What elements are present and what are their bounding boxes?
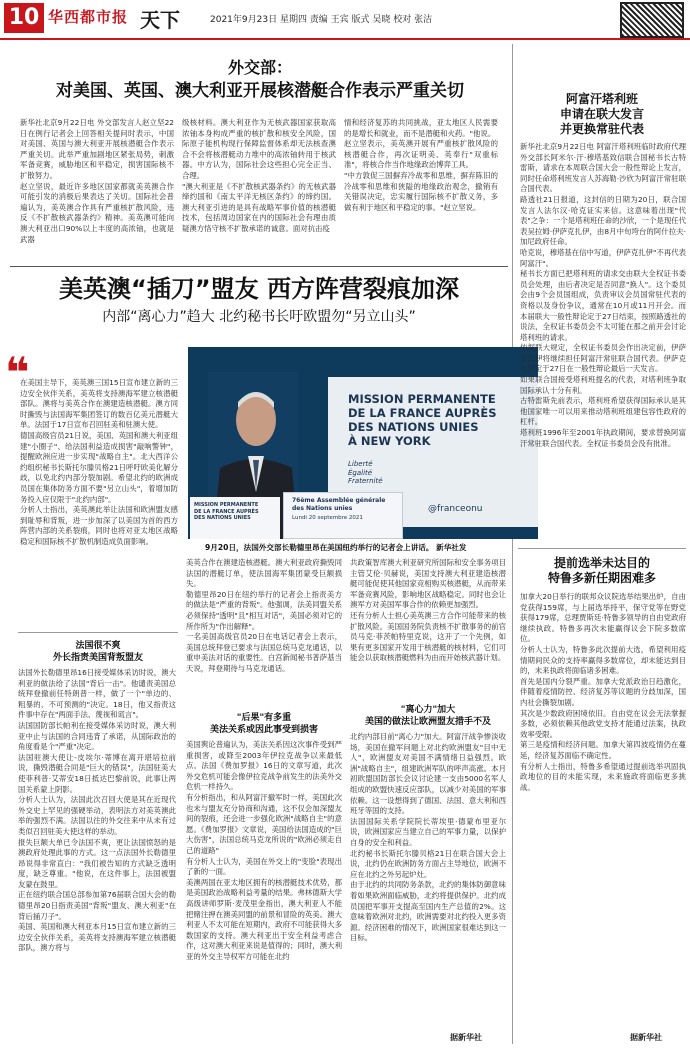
sign-text: MISSION PERMANENTE DE LA FRANCE AUPRÈS DES NATIONS UNIES <box>194 502 259 521</box>
photo-caption: 9月20日，法国外交部长勒德里昂在美国纽约举行的记者会上讲话。 新华社发 <box>205 543 467 552</box>
banner-handle: @franceonu <box>428 504 483 514</box>
main-subheadline: 内部“离心力”趋大 北约秘书长吁欧盟勿“另立山头” <box>102 309 416 325</box>
banner-motto: Liberté Égalité Fraternité <box>348 460 383 485</box>
podium-date: Lundi 20 septembre 2021 <box>292 515 363 521</box>
top-article-col2: 级核材料。澳大利亚作为无核武器国家获取高浓铀本身构成严重的核扩散和核安全风险，国际原子能机构现行保障监督体系却无法核查澳合不会将核潜艇动力堆中的高浓铀转用于核武器。中方认为，国际社会这些担心完全正当、合理。 "澳大利亚是《不扩散核武器条约》的无核武器缔约国和《南太平洋无核区条约》的缔约国。澳大利亚引进的是具有战略军事价值的核潜艇技术，包括周边国家在内的国际社会有理由质疑澳方恪守核不扩散承诺的诚意。面对抗击疫 <box>182 118 336 233</box>
right1-text: 新华社北京9月22日电 阿富汗塔利班临时政府代理外交部长阿米尔·汗·穆塔基致信联合国秘书长古特雷斯，请求在本周联合国大会一般性辩论上发言，同时任命塔利班发言人苏海勒·沙欣为阿富汗常驻联合国代表。 路透社21日报道，这封信的日期为20日，联合国发言人法尔汉·哈克证实来信。这意味着出现"代表"之争：一个是塔利班任命的沙欣，一个是现任代表吴拉姆·伊萨克扎伊，由8月中旬垮台的阿什拉夫·加尼政府任命。 哈克说，穆塔基在信中写道，伊萨克扎伊"不再代表阿富汗"。 秘书长方面已把塔利班的请求交由联大全权证书委员会处理，由后者决定是否同意"换人"。这个委员会由9个会员国组成，负责审议会员国常驻代表的资格以及身份争议，通常在10月或11月开会。而本届联大一般性辩论定于27日结束，按照路透社的说法，全权证书委员会不太可能在那之前开会讨论塔利班的请求。 依据联大规定，全权证书委员会作出决定前，伊萨克扎伊将继续担任阿富汗常驻联合国代表。伊萨克扎伊定于27日在一般性辩论最后一天发言。 如果联合国接受塔利班提名的代表，对塔利班争取国际承认十分有利。 古特雷斯先前表示，塔利班希望获得国际承认是其他国家唯一可以用来推动塔利班组建包容性政府的杠杆。 塔利班1996年至2001年执政期间，要求替换阿富汗常驻联合国代表。全权证书委员会没有批准。 <box>520 142 686 448</box>
page-header <box>0 0 690 38</box>
newspaper-name: 华西都市报 <box>48 8 129 26</box>
top-kicker: 外交部： <box>227 58 292 77</box>
main-subhead-3: "离心力"加大 美国的做法让欧洲盟友措手不及 <box>364 705 491 727</box>
main-col3b-text: 北约内部目前"离心力"加大。阿富汗战争惨淡收场，美国在撤军问题上对北约欧洲盟友"目中无人"，欧洲盟友对美国不满情绪日益强烈。欧洲"战略自主"，组建欧洲军队的呼声高涨。本月初欧盟国防部长会议讨论建一支由5000名军人组成的欧盟快速反应部队，以减少对美国的军事依赖。这一设想得到了德国、法国、意大利和西班牙等国的支持。 法国国际关系学院院长蒂埃里·德蒙布里亚尔说，欧洲国家应当建立自己的军事力量，以保护自身的安全和利益。 北约秘书长斯托尔滕贝格21日在联合国大会上说，北约仍在欧洲防务方面占主导地位，欧洲不应在北约之外另起炉灶。 由于北约的共同防务条款，北约的集体防御意味着如果欧洲面临威胁，北约将提供保护。北约成员国把军事开支提高至国内生产总值的2%。这意味着欧洲对北约，欧洲需要对北约投入更多资源。经济困难的情况下，欧洲国家很难达到这一目标。 <box>350 732 506 943</box>
section-title: 天下 <box>140 8 180 32</box>
top-article-col3: 情和经济复苏的共同挑战，亚太地区人民需要的是增长和就业，而不是潜艇和火药。"他说。 赵立坚表示，美英澳开展有严重核扩散风险的核潜艇合作，再次证明美、英奉行"双重标准"，将核合作当作地缘政治博弈工具。 "中方敦促三国摒弃冷战零和思维，摒弃陈旧的冷战零和思维和狭隘的地缘政治观念，撤销有关错误决定，忠实履行国际核不扩散义务，多做有利于地区和平稳定的事。"赵立坚说。 <box>344 118 498 212</box>
main-col2-text: 美英合作在澳建造核潜艇。澳大利亚政府撕毁同法国的潜艇订单，使法国海军集团蒙受巨额损失。 勒德里昂20日在纽约举行的记者会上指责美方的做法是"严重的背叛"。他强调，法美同盟关系必须保持"透明"且"相互对话"，美国必须对它的所作所为"作出解释"。 一名美国高级官员20日在电话记者会上表示，美国总统拜登已要求与法国总统马克龙通话，以重申美法对话的重要性。白宫新闻秘书普萨基当天说，拜登期待与马克龙通话。 <box>186 558 342 673</box>
main-col1-text: 法国外长勒德里昂16日接受媒体采访时说，澳大利亚的做法给了法国"背后一击"。他谴责美国总统拜登撤前任特朗普一样，做了一个"单边的、粗暴的、不可预测的"决定。18日，他又指责这件事中存在"两面手法、蔑视和谎言"。 法国国防部长帕利在接受媒体采访时说，澳大利亚中止与法国的合同违背了承诺，从国际政治的角度看是个"严重"决定。 法国驻澳大使让-皮埃尔·蒂博在离开堪培拉前说，撕毁潜艇合同是"巨大的错误"，法国驻美大使菲利普·艾蒂安18日抵达巴黎前说，此事让两国关系蒙上阴影。 分析人士认为，法国此次召回大使是其在近现代外交史上罕见的强硬举动，表明法方对美英澳此举的强烈不满。法国以往的外交往来中从未有过类似召回驻美大使这样的举动。 报失巨额大单已令法国不爽，更让法国愤怒的是澳政府处理此事的方式。这一点法国外长勒德里昂说得非常直白："我们被告知的方式缺乏透明度，缺乏尊重。"他说，在这件事上，法国被盟友蒙在鼓里。 正在纽约联合国总部参加第76届联合国大会的勒德里昂20日指责美国"背叛"盟友、澳大利亚"在背后捅刀子"。 美国、英国和澳大利亚本月15日宣布建立新的三边安全伙伴关系，美英将支持澳海军建立核潜艇部队，澳方将与 <box>18 668 176 953</box>
source-credit: 据新华社 <box>450 1033 482 1042</box>
divider <box>518 548 686 549</box>
main-subhead-2: "后果"有多重 美法关系或因此事受到损害 <box>209 713 318 735</box>
right2-text: 加拿大20日举行的联邦众议院选举结果出炉，自由党获得159席，与上届选举持平，保守党等在野党获得179席，总理贾斯廷·特鲁多领导的自由党政府继续执政。特鲁多再次未能赢得议会下院多数席位。 分析人士认为，特鲁多此次提前大选，希望利用疫情期间民众的支持率赢得多数席位，却未能达到目的，未来执政将面临诸多困难。 首先是国内分裂严重。加拿大党派政治日趋激化，伴随着疫情防控、经济复苏等议题的分歧加深，国内社会撕裂加剧。 其次是少数政府困境依旧。自由党在议会无法掌握多数，必须依赖其他政党支持才能通过法案，执政效率受限。 第三是疫情和经济问题。加拿大第四波疫情仍在蔓延，经济复苏面临不确定性。 有分析人士指出，特鲁多希望通过提前选举巩固执政地位的目的未能实现，未来施政将面临更多挑战。 <box>520 592 686 792</box>
main-subhead-1: 法国很不爽 外长指责美国背叛盟友 <box>52 641 143 663</box>
main-col3-text: 共政策智库澳大利亚研究所国际和安全事务项目主管艾伦·贝赫说，美国支持澳大利亚建造核潜艇可能促使其他国家竞相购买核潜艇，从而带来军备竞赛风险，影响地区战略稳定。同时也会让澳军方对美国军事合作的依赖更加强烈。 还有分析人士担心美英澳三方合作可能带来的核扩散风险。美国国务院负责核不扩散事务的前官员马克·菲茨帕特里克说，这开了一个先例，如果有更多国家开发用于核潜艇的核材料，它们可能会以获取核潜艇燃料为由而开始核武器计划。 <box>350 558 506 663</box>
page-number: 10 <box>4 3 44 33</box>
right1-headline: 阿富汗塔利班 申请在联大发言 并更换常驻代表 <box>559 92 644 136</box>
top-article-col1: 新华社北京9月22日电 外交部发言人赵立坚22日在例行记者会上回答相关提问时表示，中国对美国、英国与澳大利亚开展核潜艇合作表示严重关切。此举严重加剧地区紧张局势，刺激军备竞赛，威胁地区和平稳定，损害国际核不扩散努力。 赵立坚说，最近许多地区国家都就美英澳合作可能引发的消极后果表达了关切。国际社会普遍认为，美英澳合作具有严重核扩散风险，违反《不扩散核武器条约》精神。美英澳可能向澳大利亚出口90%以上丰度的高浓铀，也就是武器 <box>20 118 174 244</box>
issue-meta: 2021年9月23日 星期四 责编 王宾 版式 吴晓 校对 张洁 <box>210 15 433 25</box>
main-lead: 在美国主导下，美英澳三国15日宣布建立新的三边安全伙伴关系，美英将支持澳海军建立核潜艇部队。澳将与美英合作在澳建造核潜艇。澳方同时撕毁与法国海军集团签订的数百亿美元潜艇大单。法国于17日宣布召回驻美和驻澳大使。 德国高级官员21日说，美国、英国和澳大利亚组建"小圈子"、给法国利益造成损害"敲响警钟"，提醒欧洲应进一步实现"战略自主"。北大西洋公约组织秘书长斯托尔滕贝格21日呼吁欧美化解分歧，以免北约内部分裂加剧。希望北约的欧洲成员国在集体防务方面不要"另立山头"，着增加防务投入应仅限于"北约内部"。 分析人士指出，美英澳此举让法国和欧洲盟友感到耻辱和背叛，进一步加深了以美国为首的西方阵营内部的关系裂痕，同时也将对亚太地区战略稳定和国际核不扩散机制造成负面影响。 <box>20 378 178 546</box>
divider <box>10 266 508 267</box>
header-rule <box>0 38 690 40</box>
main-col2b-text: 美国舆论普遍认为，美法关系因这次事件受到严重损害，或降至2003年伊拉克战争以来最低点。法国《费加罗报》16日的文章写道，此次外交危机可能会像伊拉克战争前发生的法美外交危机一样持久。 有分析指出，和从阿富汗撤军时一样，美国此次也未与盟友充分协商和沟通，这不仅会加深盟友间的裂痕，还会进一步强化欧洲"战略自主"的意愿。《费加罗报》文章说，美国给法国造成的"巨大伤害"，法国总统马克龙所说的"欧洲必须走自己的道路" 有分析人士认为，美国在外交上的"变脸"表现出了新的一面。 美澳两国在亚太地区拥有的核潜艇技术优势，都是美国政治战略利益考量的结果。弗林德斯大学高级讲师罗斯·麦茂里金指出，澳大利亚人不能把赌注押在澳美同盟的前景和冒险的英美。澳大利亚人不太可能在短期内，政府不可能获得大多数国家的支持。澳大利亚出于安全利益考虑合作，这对澳大利亚来说是值得的；同时，澳大利亚的外交主导权军方可能在北约 <box>186 740 342 961</box>
qr-code-icon[interactable] <box>620 2 684 38</box>
top-headline: 对美国、英国、澳大利亚开展核潜艇合作表示严重关切 <box>56 81 464 101</box>
quote-mark-icon: ❝ <box>5 348 30 397</box>
source-credit-right: 据新华社 <box>630 1033 662 1042</box>
podium-text: 76ème Assemblée générale des Nations unies <box>292 497 386 512</box>
news-photo <box>188 347 538 539</box>
right2-headline: 提前选举未达目的 特鲁多新任期困难多 <box>547 556 656 585</box>
divider <box>18 632 178 633</box>
main-headline: 美英澳“插刀”盟友 西方阵营裂痕加深 <box>59 275 459 303</box>
column-divider <box>512 44 513 1044</box>
banner-text: MISSION PERMANENTE DE LA FRANCE AUPRÈS DES NATIONS UNIES À NEW YORK <box>348 392 497 448</box>
